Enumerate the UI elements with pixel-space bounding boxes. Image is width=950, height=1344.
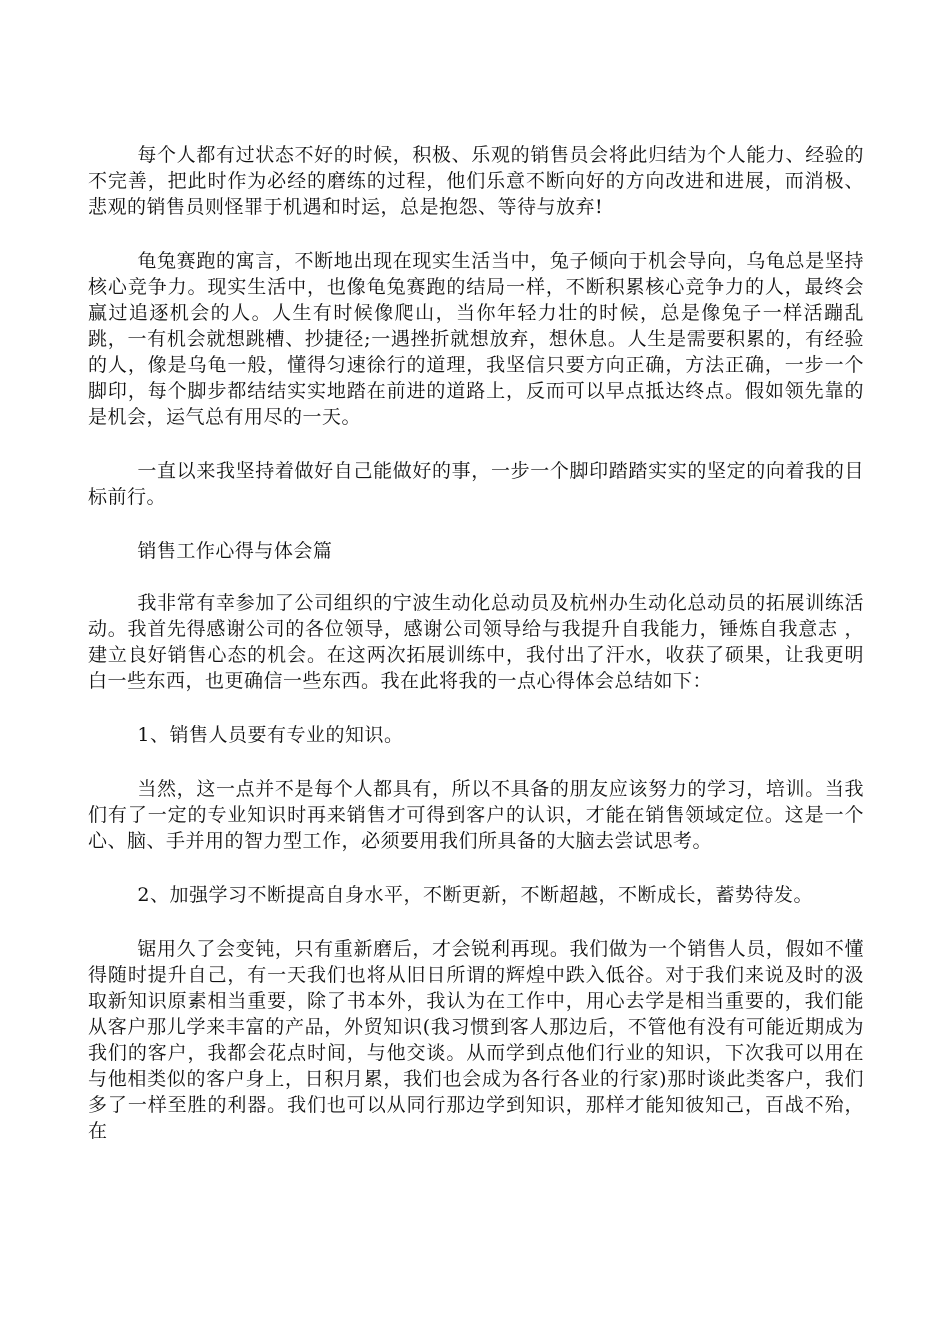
paragraph-training: 我非常有幸参加了公司组织的宁波生动化总动员及杭州办生动化总动员的拓展训练活动。我首先得感谢公司的各位领导，感谢公司领导给与我提升自我能力，锤炼自我意志 ，建立良好销售心态的机会。在这两次拓展训练中，我付出了汗水，收获了硕果，让我更明白一些东西，也更确信一些东西。我在此将我的一点心得体会总结如下： — [88, 592, 864, 692]
point-2-heading: 2、加强学习不断提高自身水平，不断更新，不断超越，不断成长，蓄势待发。 — [137, 884, 813, 906]
paragraph-tortoise-hare: 龟兔赛跑的寓言，不断地出现在现实生活当中，兔子倾向于机会导向，乌龟总是坚持核心竞争力。现实生活中，也像龟兔赛跑的结局一样，不断积累核心竞争力的人，最终会赢过追逐机会的人。人生有时候像爬山，当你年轻力壮的时候，总是像兔子一样活蹦乱跳，一有机会就想跳槽、抄捷径;一遇挫折就想放弃，想休息。人生是需要积累的，有经验的人，像是乌龟一般，懂得匀速徐行的道理，我坚信只要方向正确，方法正确，一步一个脚印，每个脚步都结结实实地踏在前进的道路上，反而可以早点抵达终点。假如领先靠的是机会，运气总有用尽的一天。 — [88, 250, 864, 428]
section-heading: 销售工作心得与体会篇 — [137, 540, 333, 562]
paragraph-learning: 锯用久了会变钝，只有重新磨后，才会锐利再现。我们做为一个销售人员，假如不懂得随时提升自己，有一天我们也将从旧日所谓的辉煌中跌入低谷。对于我们来说及时的汲取新知识原素相当重要，除了书本外，我认为在工作中，用心去学是相当重要的，我们能从客户那儿学来丰富的产品，外贸知识(我习惯到客人那边后，不管他有没有可能近期成为我们的客户，我都会花点时间，与他交谈。从而学到点他们行业的知识，下次我可以用在与他相类似的客户身上，日积月累，我们也会成为各行各业的行家)那时谈此类客户，我们多了一样至胜的利器。我们也可以从同行那边学到知识，那样才能知彼知己，百战不殆，在 — [88, 938, 864, 1142]
paragraph-persistence: 一直以来我坚持着做好自己能做好的事，一步一个脚印踏踏实实的坚定的向着我的目标前行。 — [88, 460, 864, 508]
document-body — [88, 142, 864, 1172]
paragraph-attitude: 每个人都有过状态不好的时候，积极、乐观的销售员会将此归结为个人能力、经验的不完善，把此时作为必经的磨练的过程，他们乐意不断向好的方向改进和进展，而消极、悲观的销售员则怪罪于机遇和时运，总是抱怨、等待与放弃! — [88, 144, 864, 218]
point-1-heading: 1、销售人员要有专业的知识。 — [137, 724, 404, 746]
paragraph-knowledge: 当然，这一点并不是每个人都具有，所以不具备的朋友应该努力的学习，培训。当我们有了一定的专业知识时再来销售才可得到客户的认识，才能在销售领域定位。这是一个心、脑、手并用的智力型工作，必须要用我们所具备的大脑去尝试思考。 — [88, 778, 864, 852]
